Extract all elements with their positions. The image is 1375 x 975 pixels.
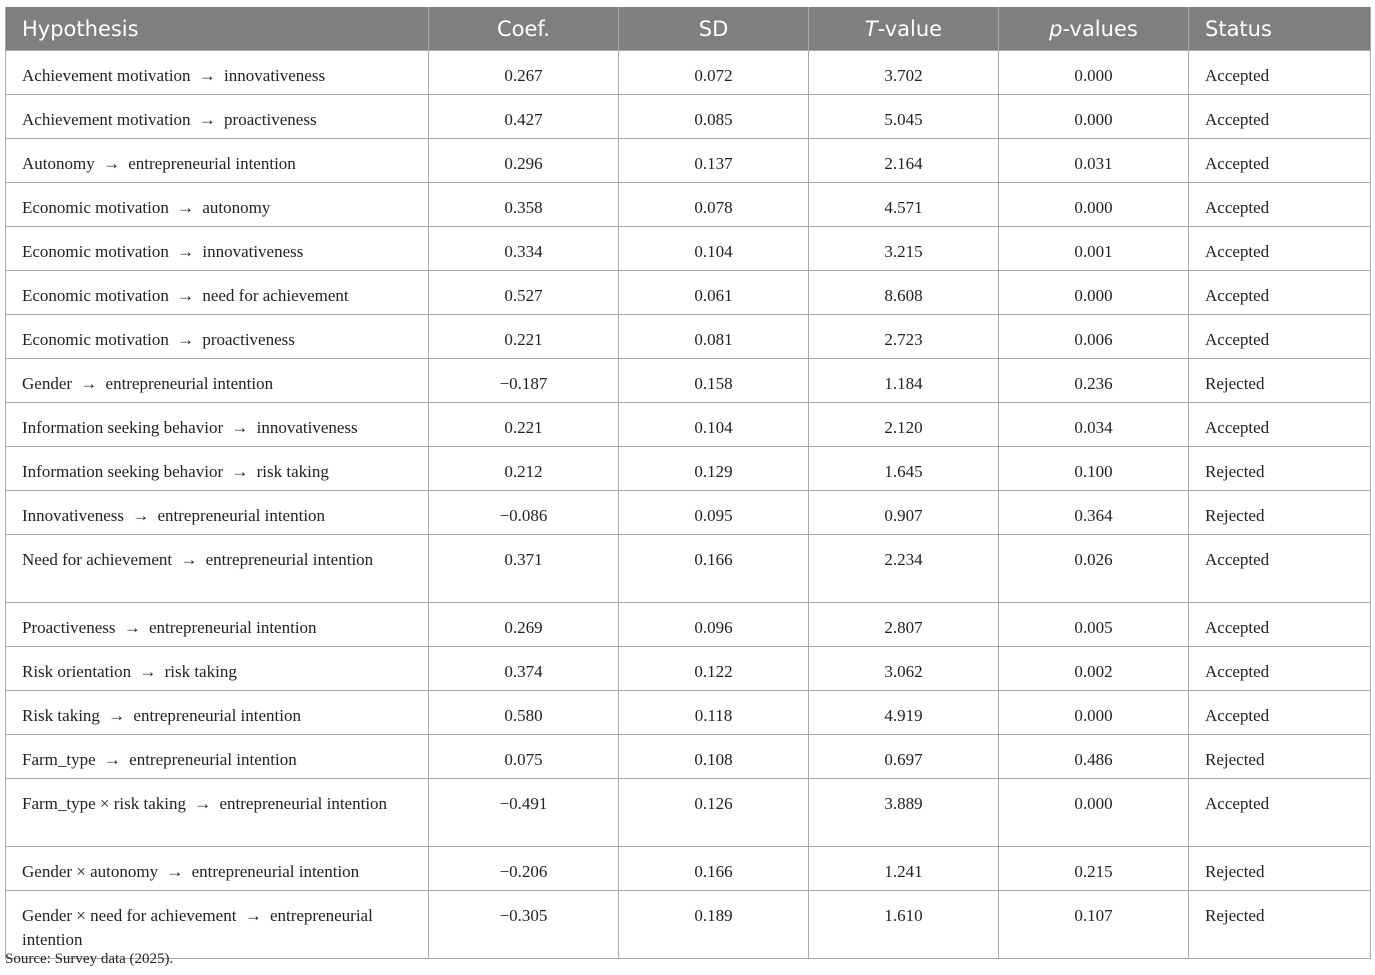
cell-coef: 0.334 (429, 227, 619, 271)
hypothesis-from: Information seeking behavior (22, 462, 224, 481)
header-status: Status (1189, 7, 1371, 51)
table-row (6, 139, 1371, 183)
hypothesis-to: innovativeness (224, 66, 326, 85)
cell-hypothesis (6, 603, 429, 647)
cell-sd: 0.104 (619, 403, 809, 447)
arrow-right-icon: → (80, 374, 98, 393)
hypothesis-from: Farm_type × risk taking (22, 794, 186, 813)
table-row (6, 691, 1371, 735)
table-row (6, 403, 1371, 447)
cell-sd: 0.166 (619, 535, 809, 603)
hypothesis-from: Gender × need for achievement (22, 906, 237, 925)
cell-t-value: 2.164 (809, 139, 999, 183)
cell-t-value: 3.062 (809, 647, 999, 691)
cell-t-value: 2.234 (809, 535, 999, 603)
hypothesis-from: Information seeking behavior (22, 418, 224, 437)
hypothesis-from: Innovativeness (22, 506, 124, 525)
hypothesis-from: Economic motivation (22, 198, 169, 217)
cell-p-value: 0.486 (999, 735, 1189, 779)
arrow-right-icon: → (194, 794, 212, 813)
cell-p-value: 0.100 (999, 447, 1189, 491)
cell-sd: 0.104 (619, 227, 809, 271)
arrow-right-icon: → (180, 550, 198, 569)
cell-coef: 0.267 (429, 51, 619, 95)
header-coef: Coef. (429, 7, 619, 51)
cell-hypothesis (6, 891, 429, 959)
hypothesis-to: autonomy (202, 198, 271, 217)
cell-p-value: 0.002 (999, 647, 1189, 691)
hypothesis-to: proactiveness (202, 330, 295, 349)
cell-coef: 0.075 (429, 735, 619, 779)
cell-t-value: 4.919 (809, 691, 999, 735)
cell-p-value: 0.000 (999, 691, 1189, 735)
cell-p-value: 0.236 (999, 359, 1189, 403)
hypothesis-table-container (5, 7, 1370, 959)
header-t-value (809, 7, 999, 51)
cell-t-value: 0.907 (809, 491, 999, 535)
cell-p-value: 0.000 (999, 779, 1189, 847)
hypothesis-to: entrepreneurial intention (219, 794, 388, 813)
table-row (6, 779, 1371, 847)
cell-t-value: 3.215 (809, 227, 999, 271)
hypothesis-to: entrepreneurial intention (22, 906, 373, 949)
cell-hypothesis (6, 647, 429, 691)
cell-status: Rejected (1189, 491, 1371, 535)
cell-sd: 0.096 (619, 603, 809, 647)
arrow-right-icon: → (231, 462, 249, 481)
arrow-right-icon: → (103, 750, 121, 769)
cell-t-value: 3.889 (809, 779, 999, 847)
arrow-right-icon: → (139, 662, 157, 681)
arrow-right-icon: → (102, 154, 120, 173)
hypothesis-from: Economic motivation (22, 242, 169, 261)
table-row (6, 447, 1371, 491)
header-sd: SD (619, 7, 809, 51)
cell-sd: 0.061 (619, 271, 809, 315)
cell-coef: −0.086 (429, 491, 619, 535)
hypothesis-to: entrepreneurial intention (105, 374, 274, 393)
arrow-right-icon: → (177, 286, 195, 305)
cell-hypothesis (6, 535, 429, 603)
cell-coef: −0.491 (429, 779, 619, 847)
hypothesis-to: entrepreneurial intention (129, 750, 297, 769)
cell-sd: 0.137 (619, 139, 809, 183)
table-header (6, 7, 1371, 51)
cell-t-value: 8.608 (809, 271, 999, 315)
arrow-right-icon: → (123, 618, 141, 637)
hypothesis-to: entrepreneurial intention (157, 506, 326, 525)
hypothesis-to: proactiveness (224, 110, 317, 129)
cell-p-value: 0.034 (999, 403, 1189, 447)
hypothesis-to: innovativeness (256, 418, 358, 437)
hypothesis-from: Risk taking (22, 706, 100, 725)
hypothesis-to: risk taking (164, 662, 237, 681)
cell-status: Rejected (1189, 847, 1371, 891)
arrow-right-icon: → (177, 242, 195, 261)
cell-sd: 0.118 (619, 691, 809, 735)
arrow-right-icon: → (132, 506, 150, 525)
cell-hypothesis (6, 735, 429, 779)
cell-p-value: 0.107 (999, 891, 1189, 959)
hypothesis-to: entrepreneurial intention (128, 154, 296, 173)
arrow-right-icon: → (231, 418, 249, 437)
cell-p-value: 0.000 (999, 183, 1189, 227)
cell-p-value: 0.364 (999, 491, 1189, 535)
cell-coef: 0.527 (429, 271, 619, 315)
table-row (6, 271, 1371, 315)
cell-t-value: 2.120 (809, 403, 999, 447)
cell-sd: 0.085 (619, 95, 809, 139)
cell-coef: 0.269 (429, 603, 619, 647)
cell-sd: 0.078 (619, 183, 809, 227)
cell-sd: 0.095 (619, 491, 809, 535)
source-note: Source: Survey data (2025). (5, 951, 174, 967)
cell-coef: 0.212 (429, 447, 619, 491)
cell-status: Accepted (1189, 227, 1371, 271)
cell-t-value: 2.723 (809, 315, 999, 359)
cell-status: Accepted (1189, 139, 1371, 183)
hypothesis-from: Gender (22, 374, 73, 393)
cell-coef: −0.305 (429, 891, 619, 959)
cell-status: Accepted (1189, 535, 1371, 603)
hypothesis-results-table (5, 7, 1371, 959)
cell-p-value: 0.000 (999, 95, 1189, 139)
cell-sd: 0.129 (619, 447, 809, 491)
header-p-suffix: -values (1062, 16, 1138, 41)
cell-status: Accepted (1189, 691, 1371, 735)
cell-hypothesis (6, 779, 429, 847)
table-row (6, 359, 1371, 403)
cell-t-value: 1.645 (809, 447, 999, 491)
cell-p-value: 0.000 (999, 51, 1189, 95)
cell-p-value: 0.001 (999, 227, 1189, 271)
cell-status: Accepted (1189, 647, 1371, 691)
cell-status: Accepted (1189, 315, 1371, 359)
hypothesis-to: entrepreneurial intention (148, 618, 317, 637)
cell-hypothesis (6, 491, 429, 535)
cell-hypothesis (6, 139, 429, 183)
hypothesis-from: Farm_type (22, 750, 96, 769)
cell-t-value: 5.045 (809, 95, 999, 139)
table-row (6, 647, 1371, 691)
cell-coef: 0.371 (429, 535, 619, 603)
arrow-right-icon: → (198, 110, 216, 129)
cell-status: Accepted (1189, 183, 1371, 227)
table-row (6, 95, 1371, 139)
cell-status: Accepted (1189, 603, 1371, 647)
cell-t-value: 1.241 (809, 847, 999, 891)
arrow-right-icon: → (166, 862, 184, 881)
table-row (6, 183, 1371, 227)
cell-coef: −0.206 (429, 847, 619, 891)
cell-coef: 0.296 (429, 139, 619, 183)
arrow-right-icon: → (198, 66, 216, 85)
hypothesis-to: need for achievement (202, 286, 349, 305)
cell-p-value: 0.215 (999, 847, 1189, 891)
table-row (6, 491, 1371, 535)
cell-hypothesis (6, 183, 429, 227)
table-row (6, 51, 1371, 95)
table-row (6, 603, 1371, 647)
cell-status: Accepted (1189, 95, 1371, 139)
cell-t-value: 4.571 (809, 183, 999, 227)
cell-status: Accepted (1189, 779, 1371, 847)
cell-status: Accepted (1189, 51, 1371, 95)
cell-t-value: 3.702 (809, 51, 999, 95)
hypothesis-from: Gender × autonomy (22, 862, 159, 881)
cell-p-value: 0.000 (999, 271, 1189, 315)
table-row (6, 535, 1371, 603)
cell-sd: 0.166 (619, 847, 809, 891)
header-p-italic: p (1049, 16, 1063, 41)
cell-p-value: 0.026 (999, 535, 1189, 603)
hypothesis-from: Achievement motivation (22, 110, 191, 129)
cell-coef: 0.358 (429, 183, 619, 227)
cell-p-value: 0.006 (999, 315, 1189, 359)
table-row (6, 847, 1371, 891)
hypothesis-from: Autonomy (22, 154, 95, 173)
cell-hypothesis (6, 847, 429, 891)
arrow-right-icon: → (108, 706, 126, 725)
arrow-right-icon: → (177, 330, 195, 349)
hypothesis-to: risk taking (256, 462, 329, 481)
cell-status: Accepted (1189, 403, 1371, 447)
table-row (6, 735, 1371, 779)
cell-hypothesis (6, 51, 429, 95)
cell-t-value: 0.697 (809, 735, 999, 779)
hypothesis-from: Economic motivation (22, 330, 169, 349)
hypothesis-to: entrepreneurial intention (191, 862, 360, 881)
cell-status: Rejected (1189, 735, 1371, 779)
header-t-suffix: -value (877, 16, 943, 41)
arrow-right-icon: → (244, 906, 262, 925)
hypothesis-from: Achievement motivation (22, 66, 191, 85)
cell-p-value: 0.005 (999, 603, 1189, 647)
cell-coef: −0.187 (429, 359, 619, 403)
cell-coef: 0.427 (429, 95, 619, 139)
cell-hypothesis (6, 359, 429, 403)
cell-hypothesis (6, 315, 429, 359)
cell-sd: 0.126 (619, 779, 809, 847)
cell-hypothesis (6, 403, 429, 447)
header-hypothesis: Hypothesis (6, 7, 429, 51)
cell-sd: 0.189 (619, 891, 809, 959)
cell-hypothesis (6, 227, 429, 271)
table-body (6, 51, 1371, 959)
cell-sd: 0.072 (619, 51, 809, 95)
cell-coef: 0.580 (429, 691, 619, 735)
cell-coef: 0.374 (429, 647, 619, 691)
cell-hypothesis (6, 95, 429, 139)
cell-sd: 0.081 (619, 315, 809, 359)
cell-hypothesis (6, 271, 429, 315)
cell-coef: 0.221 (429, 315, 619, 359)
table-row (6, 891, 1371, 959)
cell-t-value: 2.807 (809, 603, 999, 647)
hypothesis-to: entrepreneurial intention (205, 550, 374, 569)
cell-hypothesis (6, 447, 429, 491)
hypothesis-from: Economic motivation (22, 286, 169, 305)
header-row (6, 7, 1371, 51)
cell-hypothesis (6, 691, 429, 735)
hypothesis-to: entrepreneurial intention (133, 706, 301, 725)
table-row (6, 315, 1371, 359)
hypothesis-from: Need for achievement (22, 550, 173, 569)
hypothesis-from: Risk orientation (22, 662, 132, 681)
table-row (6, 227, 1371, 271)
cell-p-value: 0.031 (999, 139, 1189, 183)
cell-status: Rejected (1189, 447, 1371, 491)
cell-status: Accepted (1189, 271, 1371, 315)
cell-sd: 0.108 (619, 735, 809, 779)
cell-t-value: 1.184 (809, 359, 999, 403)
hypothesis-to: innovativeness (202, 242, 304, 261)
cell-coef: 0.221 (429, 403, 619, 447)
cell-sd: 0.158 (619, 359, 809, 403)
cell-t-value: 1.610 (809, 891, 999, 959)
arrow-right-icon: → (177, 198, 195, 217)
header-p-values (999, 7, 1189, 51)
hypothesis-from: Proactiveness (22, 618, 116, 637)
cell-sd: 0.122 (619, 647, 809, 691)
cell-status: Rejected (1189, 891, 1371, 959)
header-t-italic: T (864, 16, 878, 41)
cell-status: Rejected (1189, 359, 1371, 403)
